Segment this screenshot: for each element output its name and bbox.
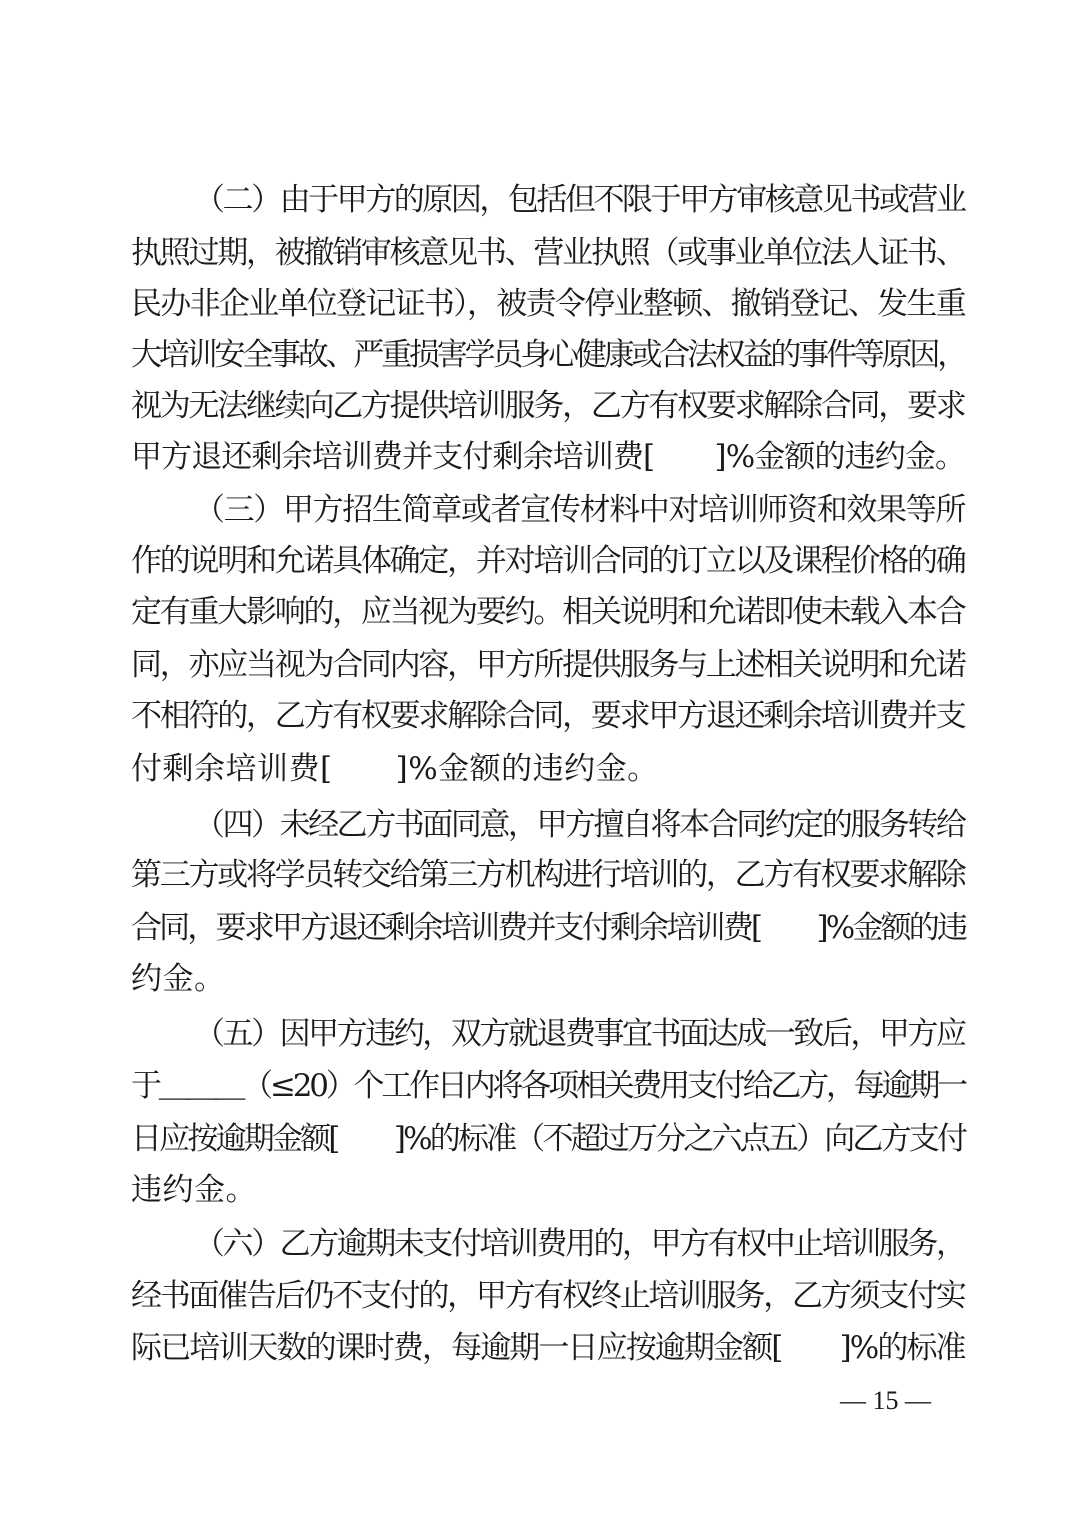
text-line: 际已培训天数的课时费，每逾期一日应按逾期金额[ ]%的标准 — [131, 1330, 965, 1366]
text-line: 日应按逾期金额[ ]%的标准（不超过万分之六点五）向乙方支付 — [131, 1121, 966, 1157]
text-line: （五）因甲方违约，双方就退费事宜书面达成一致后，甲方应 — [194, 1016, 965, 1052]
text-line: 经书面催告后仍不支付的，甲方有权终止培训服务，乙方须支付实 — [131, 1278, 965, 1314]
text-line: （二）由于甲方的原因，包括但不限于甲方审核意见书或营业 — [194, 182, 965, 218]
text-line: 民办非企业单位登记证书），被责令停业整顿、撤销登记、发生重 — [131, 286, 965, 322]
text-line: 合同，要求甲方退还剩余培训费并支付剩余培训费[ ]%金额的违 — [131, 910, 966, 946]
page-number: — 15 — — [840, 1386, 931, 1415]
text-line: 大培训安全事故、严重损害学员身心健康或合法权益的事件等原因， — [131, 337, 965, 373]
text-line: 约金。 — [131, 961, 226, 997]
text-line: 第三方或将学员转交给第三方机构进行培训的，乙方有权要求解除 — [131, 857, 965, 893]
text-line: 付剩余培训费[ ]%金额的违约金。 — [131, 751, 659, 787]
text-line: 甲方退还剩余培训费并支付剩余培训费[ ]%金额的违约金。 — [131, 439, 966, 475]
text-line: 违约金。 — [131, 1172, 257, 1208]
text-line: 作的说明和允诺具体确定，并对培训合同的订立以及课程价格的确 — [131, 543, 965, 579]
text-line: 于＿＿＿（≤20）个工作日内将各项相关费用支付给乙方，每逾期一 — [131, 1068, 965, 1104]
text-line: （六）乙方逾期未支付培训费用的，甲方有权中止培训服务， — [194, 1226, 965, 1262]
text-line: 定有重大影响的，应当视为要约。相关说明和允诺即使未载入本合 — [131, 594, 965, 630]
text-line: （三）甲方招生简章或者宣传材料中对培训师资和效果等所 — [194, 492, 965, 528]
text-line: （四）未经乙方书面同意，甲方擅自将本合同约定的服务转给 — [194, 807, 965, 843]
text-line: 视为无法继续向乙方提供培训服务，乙方有权要求解除合同，要求 — [131, 388, 965, 424]
text-line: 不相符的，乙方有权要求解除合同，要求甲方退还剩余培训费并支 — [131, 698, 965, 734]
text-line: 执照过期，被撤销审核意见书、营业执照（或事业单位法人证书、 — [131, 235, 965, 271]
text-line: 同，亦应当视为合同内容，甲方所提供服务与上述相关说明和允诺 — [131, 647, 965, 683]
